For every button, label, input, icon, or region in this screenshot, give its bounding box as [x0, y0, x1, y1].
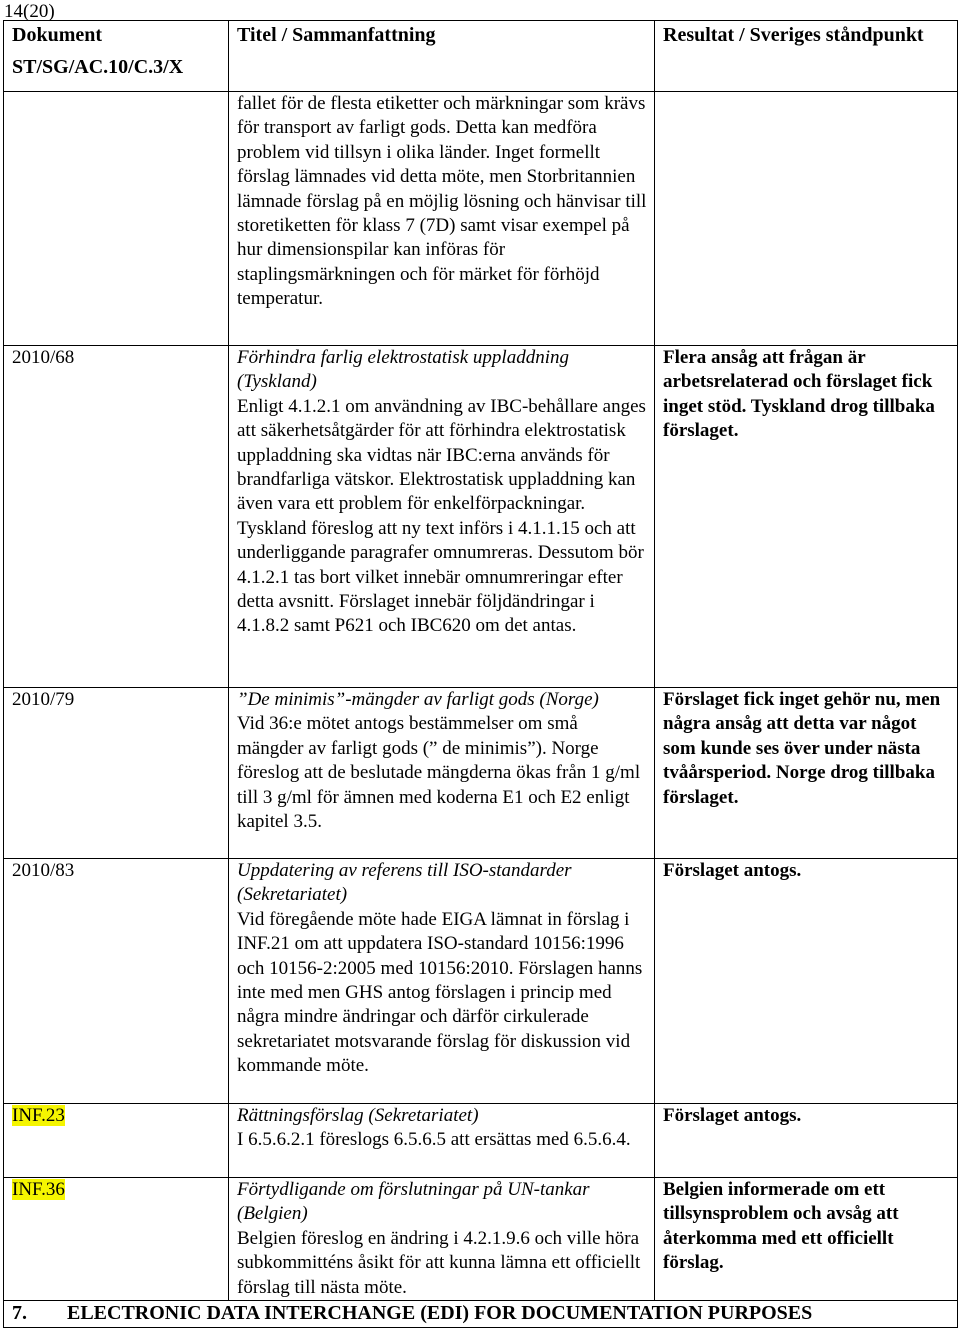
doc-id: 2010/79 — [12, 689, 75, 710]
row-title: ”De minimis”-mängder av farligt gods (Norge) — [237, 689, 599, 710]
row-result: Förslaget antogs. — [655, 1104, 958, 1178]
row-body: Belgien föreslog en ändring i 4.2.1.9.6 och ville höra subkommitténs åsikt för att kunna lämna ett officiellt förslag till nästa möte. — [237, 1227, 641, 1298]
row-body: Vid föregående möte hade EIGA lämnat in förslag i INF.21 om att uppdatera ISO-standard 10156:1996 och 10156-2:2005 med 10156:2010. Förslagen hanns inte med men GHS antog förslagen i princip med några mindre ändringar och därför cirkulerade sekretariatet motsvarande förslag för diskussion vid kommande möte. — [237, 908, 643, 1077]
table-row — [4, 92, 958, 346]
table-row — [4, 1178, 958, 1301]
table-header-row — [4, 21, 958, 92]
section-number: 7. — [12, 1302, 27, 1325]
row-doc — [4, 1178, 229, 1301]
row-title: Förtydligande om förslutningar på UN-tankar (Belgien) — [237, 1179, 590, 1225]
header-document — [4, 21, 229, 92]
table-row — [4, 1104, 958, 1178]
row-result: Flera ansåg att frågan är arbetsrelaterad och förslaget fick inget stöd. Tyskland drog tillbaka förslaget. — [655, 346, 958, 688]
document-table — [3, 20, 958, 1328]
row-summary — [229, 92, 655, 346]
row-summary — [229, 859, 655, 1104]
row-body: Vid 36:e mötet antogs bestämmelser om små mängder av farligt gods (” de minimis”). Norge föreslog att de beslutade mängderna ökas från 1 g/ml till 3 g/ml för ämnen med koderna E1 och E2 enligt kapitel 3.5. — [237, 713, 641, 833]
row-result: Förslaget fick inget gehör nu, men några ansåg att detta var något som kunde ses över under nästa tvåårsperiod. Norge drog tillbaka förslaget. — [655, 688, 958, 859]
section-row — [4, 1301, 958, 1328]
table-row — [4, 688, 958, 859]
table-row — [4, 859, 958, 1104]
row-summary — [229, 1104, 655, 1178]
doc-id: INF.23 — [12, 1105, 65, 1126]
header-title: Titel / Sammanfattning — [229, 21, 655, 92]
doc-id: 2010/83 — [12, 860, 75, 881]
row-body: I 6.5.6.2.1 föreslogs 6.5.6.5 att ersättas med 6.5.6.4. — [237, 1129, 631, 1151]
header-document-series: ST/SG/AC.10/C.3/X — [12, 56, 184, 79]
row-body: Enligt 4.1.2.1 om användning av IBC-behållare anges att säkerhetsåtgärder för att förhindra elektrostatisk uppladdning ska vidtas när IBC:erna används för brandfarliga vätskor. Elektrostatisk uppladdning kan även vara ett problem för enkelförpackningar. Tyskland föreslog att ny text införs i 4.1.1.15 och att underliggande paragrafer omnumreras. Dessutom bör 4.1.2.1 tas bort vilket innebär omnumreringar efter detta avsnitt. Förslaget innebär följdändringar i 4.1.8.2 samt P621 och IBC620 om det antas. — [237, 395, 646, 637]
row-result: Förslaget antogs. — [655, 859, 958, 1104]
row-doc — [4, 1104, 229, 1178]
row-summary — [229, 688, 655, 859]
row-doc — [4, 92, 229, 346]
doc-id: INF.36 — [12, 1179, 65, 1200]
row-summary — [229, 346, 655, 688]
section-heading — [4, 1301, 958, 1328]
row-title: Förhindra farlig elektrostatisk uppladdning (Tyskland) — [237, 347, 569, 393]
row-result: Belgien informerade om ett tillsynsproblem och avsåg att återkomma med ett officiellt förslag. — [655, 1178, 958, 1301]
header-result: Resultat / Sveriges ståndpunkt — [655, 21, 958, 92]
row-title: Rättningsförslag (Sekretariatet) — [237, 1105, 479, 1126]
row-doc — [4, 859, 229, 1104]
row-doc — [4, 346, 229, 688]
page-number: 14(20) — [4, 1, 55, 22]
doc-id: 2010/68 — [12, 347, 75, 368]
row-doc — [4, 688, 229, 859]
row-summary — [229, 1178, 655, 1301]
row-title: Uppdatering av referens till ISO-standarder (Sekretariatet) — [237, 860, 572, 906]
section-title: ELECTRONIC DATA INTERCHANGE (EDI) FOR DOCUMENTATION PURPOSES — [67, 1302, 813, 1325]
row-body: fallet för de flesta etiketter och märkningar som krävs för transport av farligt gods. Detta kan medföra problem vid tillsyn i olika länder. Inget formellt förslag lämnades vid detta möte, men Storbritannien lämnade förslag på en möjlig lösning och hänvisar till storetiketten för klass 7 (7D) samt visar exempel på hur dimensionspilar kan införas för staplingsmärkningen och för märket för förhöjd temperatur. — [237, 93, 647, 310]
header-document-label: Dokument — [12, 24, 103, 46]
row-result — [655, 92, 958, 346]
table-row — [4, 346, 958, 688]
